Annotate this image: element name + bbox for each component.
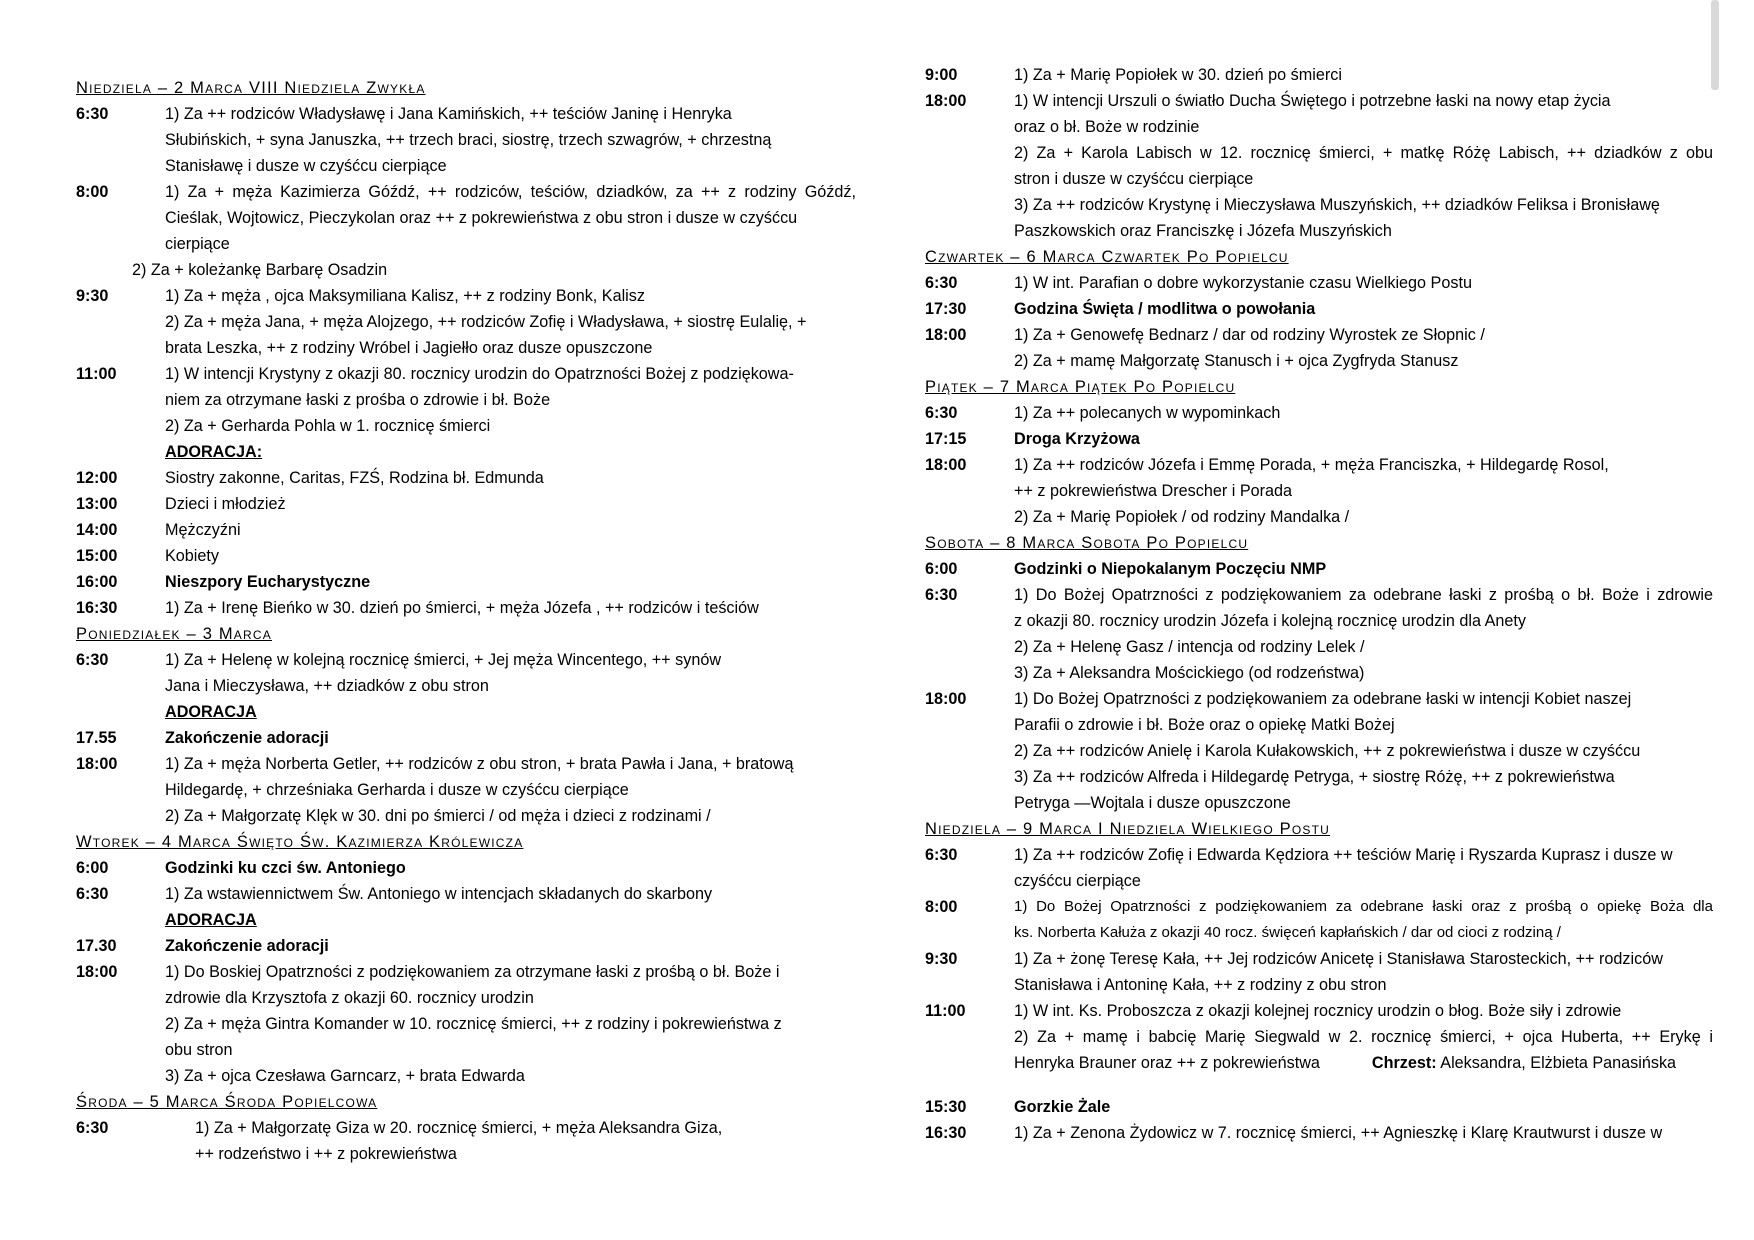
intention-line: Godzinki o Niepokalanym Poczęciu NMP bbox=[1014, 560, 1327, 578]
intention-line: 1) Do Bożej Opatrzności z podziękowaniem za odebrane łaski oraz z prośbą o opiekę Boża dla bbox=[1014, 898, 1713, 915]
day-heading: Poniedziałek – 3 Marca bbox=[76, 625, 272, 643]
mass-time: 17.30 bbox=[76, 937, 117, 955]
intention-line: 1) W intencji Krystyny z okazji 80. rocznicy urodzin do Opatrzności Bożej z podziękowa- bbox=[165, 365, 794, 383]
mass-time: 6:30 bbox=[76, 105, 109, 123]
mass-entry bbox=[76, 647, 856, 725]
mass-entry bbox=[76, 517, 856, 543]
mass-time: 8:00 bbox=[76, 183, 109, 201]
day-heading: Sobota – 8 Marca Sobota Po Popielcu bbox=[925, 534, 1249, 552]
mass-time: 9:30 bbox=[925, 950, 958, 968]
intention-line: 1) Za ++ rodziców Zofię i Edwarda Kędziora ++ teściów Marię i Ryszarda Kuprasz i dusze w bbox=[1014, 846, 1673, 864]
intention-line: Nieszpory Eucharystyczne bbox=[165, 573, 371, 591]
intention-line: 1) Za wstawiennictwem Św. Antoniego w intencjach składanych do skarbony bbox=[165, 885, 713, 903]
mass-time: 15:00 bbox=[76, 547, 118, 565]
mass-time: 18:00 bbox=[76, 963, 118, 981]
mass-intentions bbox=[165, 283, 856, 361]
intention-line: ++ rodzeństwo i ++ z pokrewieństwa bbox=[195, 1145, 457, 1163]
intention-line: Droga Krzyżowa bbox=[1014, 430, 1140, 448]
mass-intentions bbox=[1014, 1120, 1713, 1146]
left-column bbox=[76, 75, 856, 1167]
day-heading: Niedziela – 2 Marca VIII Niedziela Zwykła bbox=[76, 79, 426, 97]
mass-time: 18:00 bbox=[76, 755, 118, 773]
baptism-label: Chrzest: bbox=[1371, 1054, 1437, 1072]
mass-entry bbox=[925, 296, 1713, 322]
mass-entry bbox=[76, 595, 856, 621]
mass-entry bbox=[76, 725, 856, 751]
mass-time: 8:00 bbox=[925, 898, 958, 916]
mass-intentions bbox=[165, 933, 856, 959]
mass-entry bbox=[76, 543, 856, 569]
mass-intentions bbox=[1014, 686, 1713, 816]
intention-line: 1) Za + Irenę Bieńko w 30. dzień po śmierci, + męża Józefa , ++ rodziców i teściów bbox=[165, 599, 759, 617]
mass-entry bbox=[76, 465, 856, 491]
mass-entry bbox=[925, 842, 1713, 894]
intention-line: Cieślak, Wojtowicz, Pieczykolan oraz ++ z pokrewieństwa z obu stron i dusze w czyśćcu bbox=[165, 209, 798, 227]
mass-entry bbox=[925, 322, 1713, 374]
mass-intentions bbox=[165, 101, 856, 179]
intention-line: oraz o bł. Boże w rodzinie bbox=[1014, 118, 1200, 136]
mass-entry bbox=[925, 556, 1713, 582]
mass-entry bbox=[925, 686, 1713, 816]
mass-entry bbox=[925, 426, 1713, 452]
mass-entry bbox=[925, 400, 1713, 426]
mass-entry bbox=[76, 881, 856, 933]
mass-intentions bbox=[1014, 88, 1713, 244]
intention-line: Godzinki ku czci św. Antoniego bbox=[165, 859, 406, 877]
intention-line: Mężczyźni bbox=[165, 521, 241, 539]
mass-time: 6:00 bbox=[925, 560, 958, 578]
mass-time: 16:00 bbox=[76, 573, 118, 591]
intention-line: 3) Za ++ rodziców Krystynę i Mieczysława Muszyńskich, ++ dziadków Feliksa i Bronisławę bbox=[1014, 196, 1660, 214]
mass-entry bbox=[925, 62, 1713, 88]
intention-line: ADORACJA bbox=[165, 911, 257, 929]
mass-intentions bbox=[165, 751, 856, 829]
mass-entry bbox=[76, 491, 856, 517]
mass-intentions bbox=[165, 465, 856, 491]
intention-line: 1) Do Boskiej Opatrzności z podziękowaniem za otrzymane łaski z prośbą o bł. Boże i bbox=[165, 963, 780, 981]
intention-line: Zakończenie adoracji bbox=[165, 937, 329, 955]
mass-intentions bbox=[1014, 842, 1713, 894]
mass-intentions bbox=[165, 725, 856, 751]
intention-line: niem za otrzymane łaski z prośba o zdrowie i bł. Boże bbox=[165, 391, 551, 409]
baptism-names: Aleksandra, Elżbieta Panasińska bbox=[1436, 1054, 1677, 1072]
mass-time: 6:30 bbox=[76, 885, 109, 903]
intention-line: 1) Za ++ rodziców Józefa i Emmę Porada, + męża Franciszka, + Hildegardę Rosol, bbox=[1014, 456, 1609, 474]
mass-time: 6:00 bbox=[76, 859, 109, 877]
mass-time: 6:30 bbox=[925, 404, 958, 422]
intention-line: 1) Do Bożej Opatrzności z podziękowaniem za odebrane łaski z prośbą o bł. Boże i zdrowie bbox=[1014, 586, 1713, 604]
mass-time: 18:00 bbox=[925, 456, 967, 474]
mass-intentions bbox=[165, 179, 856, 257]
day-heading: Środa – 5 Marca Środa Popielcowa bbox=[76, 1093, 378, 1111]
intention-line: 2) Za + koleżankę Barbarę Osadzin bbox=[132, 261, 388, 279]
right-column bbox=[925, 62, 1713, 1146]
intention-line: stron i dusze w czyśćcu cierpiące bbox=[1014, 170, 1254, 188]
mass-intentions bbox=[165, 361, 856, 465]
intention-line: Godzina Święta / modlitwa o powołania bbox=[1014, 300, 1316, 318]
mass-intentions bbox=[1014, 270, 1713, 296]
mass-time: 6:30 bbox=[925, 274, 958, 292]
mass-time: 11:00 bbox=[925, 1002, 966, 1020]
mass-time: 17:30 bbox=[925, 300, 967, 318]
intention-line: Zakończenie adoracji bbox=[165, 729, 329, 747]
intention-line: 2) Za + Gerharda Pohla w 1. rocznicę śmierci bbox=[165, 417, 491, 435]
intention-line: brata Leszka, ++ z rodziny Wróbel i Jagiełło oraz dusze opuszczone bbox=[165, 339, 653, 357]
mass-entry bbox=[925, 452, 1713, 530]
day-heading: Wtorek – 4 Marca Święto Św. Kazimierza Królewicza bbox=[76, 833, 524, 851]
intention-line: 1) Za + męża , ojca Maksymiliana Kalisz, ++ z rodziny Bonk, Kalisz bbox=[165, 287, 645, 305]
mass-intentions bbox=[1014, 946, 1713, 998]
mass-intentions bbox=[165, 517, 856, 543]
mass-time: 9:00 bbox=[925, 66, 958, 84]
intention-line: Gorzkie Żale bbox=[1014, 1098, 1111, 1116]
intention-line: 2) Za + mamę Małgorzatę Stanusch i + ojca Zygfryda Stanusz bbox=[1014, 352, 1459, 370]
mass-intentions bbox=[1014, 452, 1713, 530]
mass-entry bbox=[76, 101, 856, 179]
mass-intentions bbox=[1014, 426, 1713, 452]
mass-entry bbox=[76, 179, 856, 257]
mass-entry bbox=[925, 1120, 1713, 1146]
mass-entry bbox=[76, 933, 856, 959]
mass-intentions bbox=[1014, 322, 1713, 374]
intention-line: 1) Za + Genowefę Bednarz / dar od rodziny Wyrostek ze Słopnic / bbox=[1014, 326, 1485, 344]
day-heading: Piątek – 7 Marca Piątek Po Popielcu bbox=[925, 378, 1236, 396]
intention-line: 1) Za + żonę Teresę Kała, ++ Jej rodziców Anicetę i Stanisława Starosteckich, ++ rodziców bbox=[1014, 950, 1663, 968]
intention-line: 3) Za ++ rodziców Alfreda i Hildegardę Petryga, + siostrę Różę, ++ z pokrewieństwa bbox=[1014, 768, 1615, 786]
intention-line: 1) Za + Marię Popiołek w 30. dzień po śmierci bbox=[1014, 66, 1342, 84]
intention-line: 2) Za + męża Gintra Komander w 10. rocznicę śmierci, ++ z rodziny i pokrewieństwa z bbox=[165, 1015, 782, 1033]
mass-intentions bbox=[1014, 894, 1713, 946]
mass-intentions bbox=[165, 595, 856, 621]
intention-line: 2) Za ++ rodziców Anielę i Karola Kułakowskich, ++ z pokrewieństwa i dusze w czyśćcu bbox=[1014, 742, 1641, 760]
intention-line: Dzieci i młodzież bbox=[165, 495, 286, 513]
mass-time: 11:00 bbox=[76, 365, 117, 383]
intention-line: z okazji 80. rocznicy urodzin Józefa i kolejną rocznicę urodzin dla Anety bbox=[1014, 612, 1526, 630]
mass-entry bbox=[76, 751, 856, 829]
intention-line: 1) Za + Helenę w kolejną rocznicę śmierci, + Jej męża Wincentego, ++ synów bbox=[165, 651, 722, 669]
intention-line: 1) Do Bożej Opatrzności z podziękowaniem za odebrane łaski w intencji Kobiet naszej bbox=[1014, 690, 1632, 708]
intention-line: 1) Za ++ polecanych w wypominkach bbox=[1014, 404, 1281, 422]
intention-line: 2) Za + męża Jana, + męża Alojzego, ++ rodziców Zofię i Władysława, + siostrę Eulalię, + bbox=[165, 313, 807, 331]
mass-time: 6:30 bbox=[76, 651, 109, 669]
intention-line: Stanisława i Antoninę Kała, ++ z rodziny z obu stron bbox=[1014, 976, 1387, 994]
mass-intentions bbox=[165, 569, 856, 595]
intention-line: 1) Za ++ rodziców Władysławę i Jana Kamińskich, ++ teściów Janinę i Henryka bbox=[165, 105, 732, 123]
mass-time: 9:30 bbox=[76, 287, 109, 305]
mass-entry bbox=[925, 894, 1713, 946]
mass-intentions bbox=[1014, 582, 1713, 686]
mass-entry bbox=[76, 361, 856, 465]
mass-intentions bbox=[1014, 62, 1713, 88]
mass-intentions bbox=[165, 959, 856, 1089]
intention-line: Słubińskich, + syna Januszka, ++ trzech braci, siostrę, trzech szwagrów, + chrzestną bbox=[165, 131, 772, 149]
mass-intentions bbox=[165, 855, 856, 881]
intention-line: 1) Za + męża Norberta Getler, ++ rodziców z obu stron, + brata Pawła i Jana, + bratową bbox=[165, 755, 794, 773]
mass-time: 17.55 bbox=[76, 729, 117, 747]
intention-line: 1) W int. Ks. Proboszcza z okazji kolejnej rocznicy urodzin o błog. Boże siły i zdrowie bbox=[1014, 1002, 1622, 1020]
mass-entry bbox=[76, 569, 856, 595]
intention-line: czyśćcu cierpiące bbox=[1014, 872, 1141, 890]
intention-line: 2) Za + Małgorzatę Klęk w 30. dni po śmierci / od męża i dzieci z rodzinami / bbox=[165, 807, 711, 825]
vertical-scrollbar[interactable] bbox=[1711, 0, 1719, 90]
mass-entry bbox=[76, 959, 856, 1089]
intention-line bbox=[1014, 1050, 1713, 1076]
intention-line: 3) Za + Aleksandra Mościckiego (od rodzeństwa) bbox=[1014, 664, 1365, 682]
intention-line: 2) Za + Marię Popiołek / od rodziny Mandalka / bbox=[1014, 508, 1350, 526]
intention-line: 2) Za + Helenę Gasz / intencja od rodziny Lelek / bbox=[1014, 638, 1365, 656]
mass-entry bbox=[76, 1115, 856, 1167]
intention-line: Paszkowskich oraz Franciszkę i Józefa Muszyńskich bbox=[1014, 222, 1392, 240]
intention-line: 1) Za + Małgorzatę Giza w 20. rocznicę śmierci, + męża Aleksandra Giza, bbox=[195, 1119, 723, 1137]
intention-line: Siostry zakonne, Caritas, FZŚ, Rodzina bł. Edmunda bbox=[165, 469, 544, 487]
mass-intentions bbox=[1014, 1094, 1713, 1120]
intention-line: zdrowie dla Krzysztofa z okazji 60. rocznicy urodzin bbox=[165, 989, 534, 1007]
mass-intentions bbox=[1014, 400, 1713, 426]
intention-line: 1) Za + Zenona Żydowicz w 7. rocznicę śmierci, ++ Agnieszkę i Klarę Krautwurst i dusze w bbox=[1014, 1124, 1663, 1142]
intention-line: Petryga —Wojtala i dusze opuszczone bbox=[1014, 794, 1291, 812]
intention-text: Henryka Brauner oraz ++ z pokrewieństwa bbox=[1014, 1054, 1320, 1072]
intention-line: 1) W int. Parafian o dobre wykorzystanie czasu Wielkiego Postu bbox=[1014, 274, 1472, 292]
mass-time: 6:30 bbox=[925, 586, 958, 604]
intention-line: obu stron bbox=[165, 1041, 233, 1059]
mass-entry bbox=[925, 946, 1713, 998]
mass-intentions bbox=[165, 881, 856, 933]
intention-line: Kobiety bbox=[165, 547, 219, 565]
mass-time: 6:30 bbox=[925, 846, 958, 864]
mass-entry bbox=[925, 270, 1713, 296]
mass-intentions bbox=[1014, 998, 1713, 1076]
intention-line: Jana i Mieczysława, ++ dziadków z obu stron bbox=[165, 677, 489, 695]
mass-time: 15:30 bbox=[925, 1098, 967, 1116]
mass-entry bbox=[76, 855, 856, 881]
intention-line: 3) Za + ojca Czesława Garncarz, + brata Edwarda bbox=[165, 1067, 525, 1085]
mass-time: 17:15 bbox=[925, 430, 967, 448]
mass-intentions bbox=[165, 543, 856, 569]
intention-line: 1) Za + męża Kazimierza Góźdź, ++ rodziców, teściów, dziadków, za ++ z rodziny Góźdź, bbox=[165, 183, 856, 201]
mass-intentions bbox=[165, 1115, 856, 1167]
intention-line: ++ z pokrewieństwa Drescher i Porada bbox=[1014, 482, 1293, 500]
mass-time: 13:00 bbox=[76, 495, 118, 513]
mass-entry bbox=[925, 1094, 1713, 1120]
spacer bbox=[925, 1076, 1713, 1094]
mass-intentions bbox=[1014, 556, 1713, 582]
mass-intentions bbox=[165, 647, 856, 725]
intention-line: cierpiące bbox=[165, 235, 230, 253]
intention-line: ADORACJA: bbox=[165, 443, 263, 461]
mass-time: 18:00 bbox=[925, 690, 967, 708]
day-heading: Niedziela – 9 Marca I Niedziela Wielkiego Postu bbox=[925, 820, 1330, 838]
mass-time: 16:30 bbox=[925, 1124, 967, 1142]
mass-intentions bbox=[1014, 296, 1713, 322]
day-heading: Czwartek – 6 Marca Czwartek Po Popielcu bbox=[925, 248, 1289, 266]
mass-time: 18:00 bbox=[925, 92, 967, 110]
intention-line: Stanisławę i dusze w czyśćcu cierpiące bbox=[165, 157, 447, 175]
mass-intentions bbox=[165, 491, 856, 517]
intention-line: ADORACJA bbox=[165, 703, 257, 721]
intention-line: ks. Norberta Kałuża z okazji 40 rocz. święceń kapłańskich / dar od cioci z rodziną / bbox=[1014, 924, 1561, 941]
mass-entry bbox=[925, 998, 1713, 1076]
mass-entry bbox=[925, 88, 1713, 244]
intention-line: 2) Za + Karola Labisch w 12. rocznicę śmierci, + matkę Różę Labisch, ++ dziadków z obu bbox=[1014, 144, 1713, 162]
mass-time: 16:30 bbox=[76, 599, 118, 617]
mass-time: 6:30 bbox=[76, 1119, 109, 1137]
intention-line: Parafii o zdrowie i bł. Boże oraz o opiekę Matki Bożej bbox=[1014, 716, 1395, 734]
mass-entry bbox=[925, 582, 1713, 686]
intention-line: Hildegardę, + chrześniaka Gerharda i dusze w czyśćcu cierpiące bbox=[165, 781, 629, 799]
mass-time: 14:00 bbox=[76, 521, 118, 539]
mass-entry bbox=[76, 283, 856, 361]
intention-line: 1) W intencji Urszuli o światło Ducha Świętego i potrzebne łaski na nowy etap życia bbox=[1014, 92, 1611, 110]
intention-line: 2) Za + mamę i babcię Marię Siegwald w 2. rocznicę śmierci, + ojca Huberta, ++ Erykę i bbox=[1014, 1028, 1713, 1046]
mass-time: 12:00 bbox=[76, 469, 118, 487]
mass-time: 18:00 bbox=[925, 326, 967, 344]
